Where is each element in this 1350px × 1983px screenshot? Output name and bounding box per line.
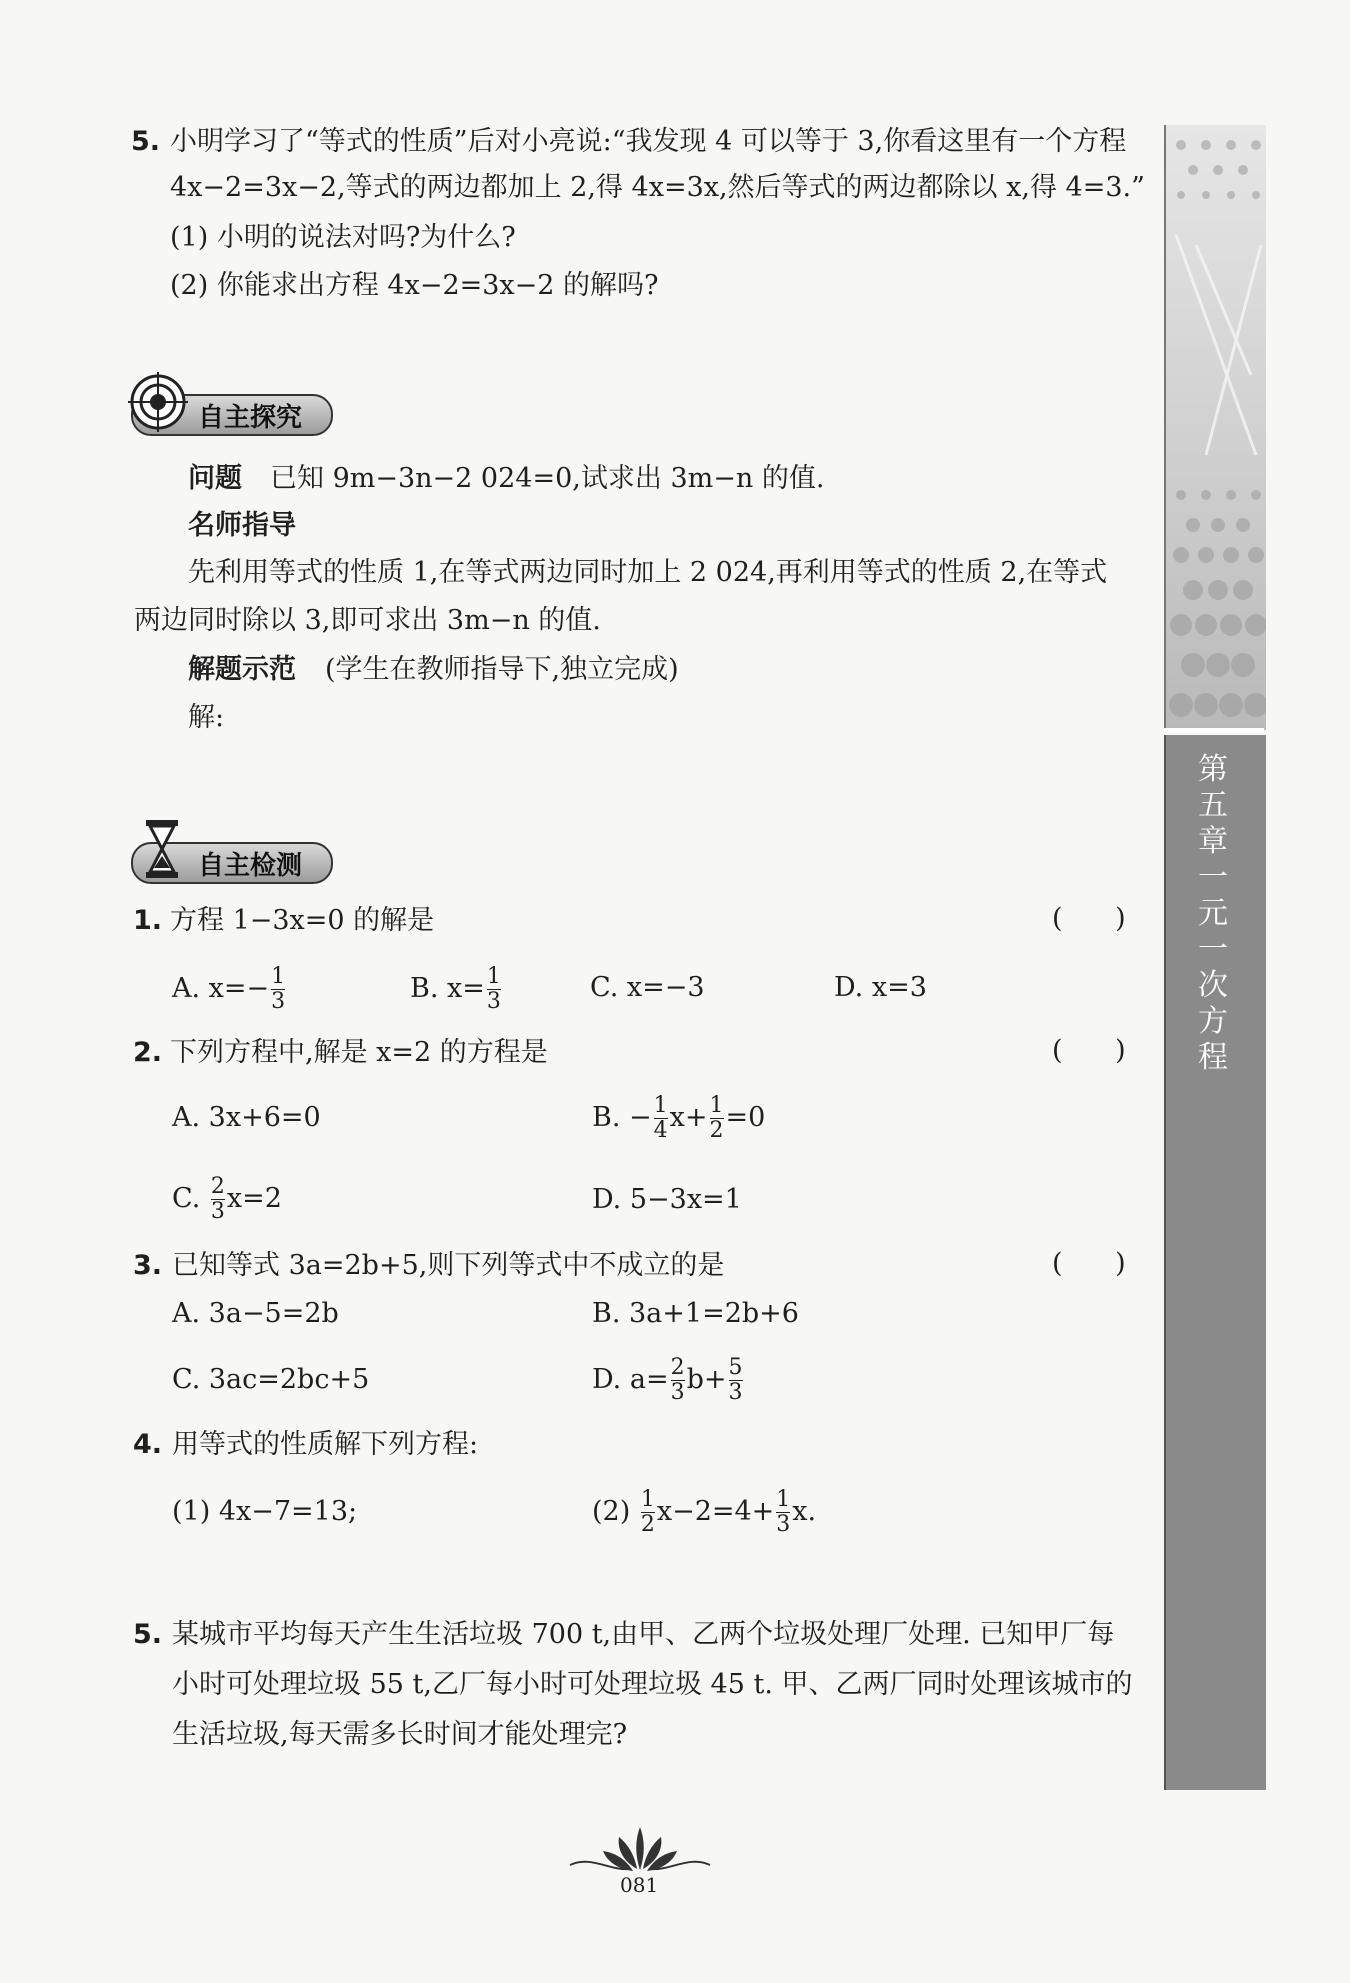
sidebar-pattern [1164, 125, 1266, 730]
q2-option-d: D. 5−3x=1 [592, 1184, 742, 1215]
q5-top-line1: 小明学习了“等式的性质”后对小亮说:“我发现 4 可以等于 3,你看这里有一个方程 [170, 126, 1127, 157]
q5-line2: 小时可处理垃圾 55 t,乙厂每小时可处理垃圾 45 t. 甲、乙两厂同时处理该城市的 [172, 1669, 1133, 1700]
solve-label: 解: [188, 702, 225, 733]
q1-answer-blank: ( ) [1052, 903, 1148, 934]
q5-line3: 生活垃圾,每天需多长时间才能处理完? [172, 1719, 628, 1750]
q2-text: 下列方程中,解是 x=2 的方程是 [170, 1037, 548, 1068]
target-icon [128, 372, 188, 432]
chapter-title: 第五章 一元一次方程 [1198, 752, 1228, 1075]
q4-sub2: (2) $\frac{1}{2}$ x−2=4+ $\frac{1}{3}$ x. [592, 1487, 817, 1537]
demo-note: (学生在教师指导下,独立完成) [325, 654, 679, 685]
q1-option-d: D. x=3 [834, 972, 927, 1003]
demo-label: 解题示范 [188, 654, 296, 685]
q5-top-sub2: (2) 你能求出方程 4x−2=3x−2 的解吗? [170, 270, 659, 301]
q5-line1: 某城市平均每天产生生活垃圾 700 t,由甲、乙两个垃圾处理厂处理. 已知甲厂每 [172, 1619, 1115, 1650]
q4-number: 4. [133, 1429, 163, 1460]
q1-option-b: B. x= $\frac{1}{3}$ [410, 964, 501, 1014]
q5-top-number: 5. [131, 126, 161, 157]
hourglass-icon [142, 818, 182, 880]
q2-option-a: A. 3x+6=0 [172, 1102, 321, 1133]
floral-ornament-icon [565, 1825, 715, 1875]
q2-answer-blank: ( ) [1052, 1035, 1148, 1066]
q3-text: 已知等式 3a=2b+5,则下列等式中不成立的是 [172, 1250, 725, 1281]
q1-option-c: C. x=−3 [590, 972, 705, 1003]
page-number: 081 [620, 1873, 659, 1897]
q3-number: 3. [133, 1250, 163, 1281]
q4-text: 用等式的性质解下列方程: [172, 1429, 479, 1460]
sidebar-divider [1164, 728, 1264, 732]
q2-option-c: C. $\frac{2}{3}$ x=2 [172, 1174, 282, 1224]
q2-number: 2. [133, 1037, 163, 1068]
check-title: 自主检测 [198, 851, 303, 881]
guide-line2: 两边同时除以 3,即可求出 3m−n 的值. [134, 605, 601, 636]
q1-text: 方程 1−3x=0 的解是 [170, 905, 435, 936]
q3-answer-blank: ( ) [1052, 1248, 1148, 1279]
q3-option-a: A. 3a−5=2b [172, 1298, 339, 1329]
q3-option-d: D. a= $\frac{2}{3}$ b+ $\frac{5}{3}$ [592, 1355, 743, 1405]
guide-label: 名师指导 [188, 510, 296, 541]
q1-option-a: A. x=− $\frac{1}{3}$ [172, 964, 286, 1014]
guide-line1: 先利用等式的性质 1,在等式两边同时加上 2 024,再利用等式的性质 2,在等式 [188, 557, 1108, 588]
q3-option-b: B. 3a+1=2b+6 [592, 1298, 799, 1329]
halftone-pattern [1166, 125, 1266, 730]
q4-sub1: (1) 4x−7=13; [172, 1496, 358, 1527]
q2-option-b: B. − $\frac{1}{4}$ x+ $\frac{1}{2}$ =0 [592, 1093, 766, 1143]
q5-top-line2: 4x−2=3x−2,等式的两边都加上 2,得 4x=3x,然后等式的两边都除以 x,得 4=3.” [170, 172, 1145, 203]
q1-number: 1. [133, 905, 163, 936]
q3-option-c: C. 3ac=2bc+5 [172, 1364, 370, 1395]
problem-text: 已知 9m−3n−2 024=0,试求出 3m−n 的值. [270, 463, 825, 494]
explore-title: 自主探究 [198, 403, 303, 433]
problem-label: 问题 [188, 463, 242, 494]
q5-number: 5. [133, 1619, 163, 1650]
q5-top-sub1: (1) 小明的说法对吗?为什么? [170, 222, 516, 253]
